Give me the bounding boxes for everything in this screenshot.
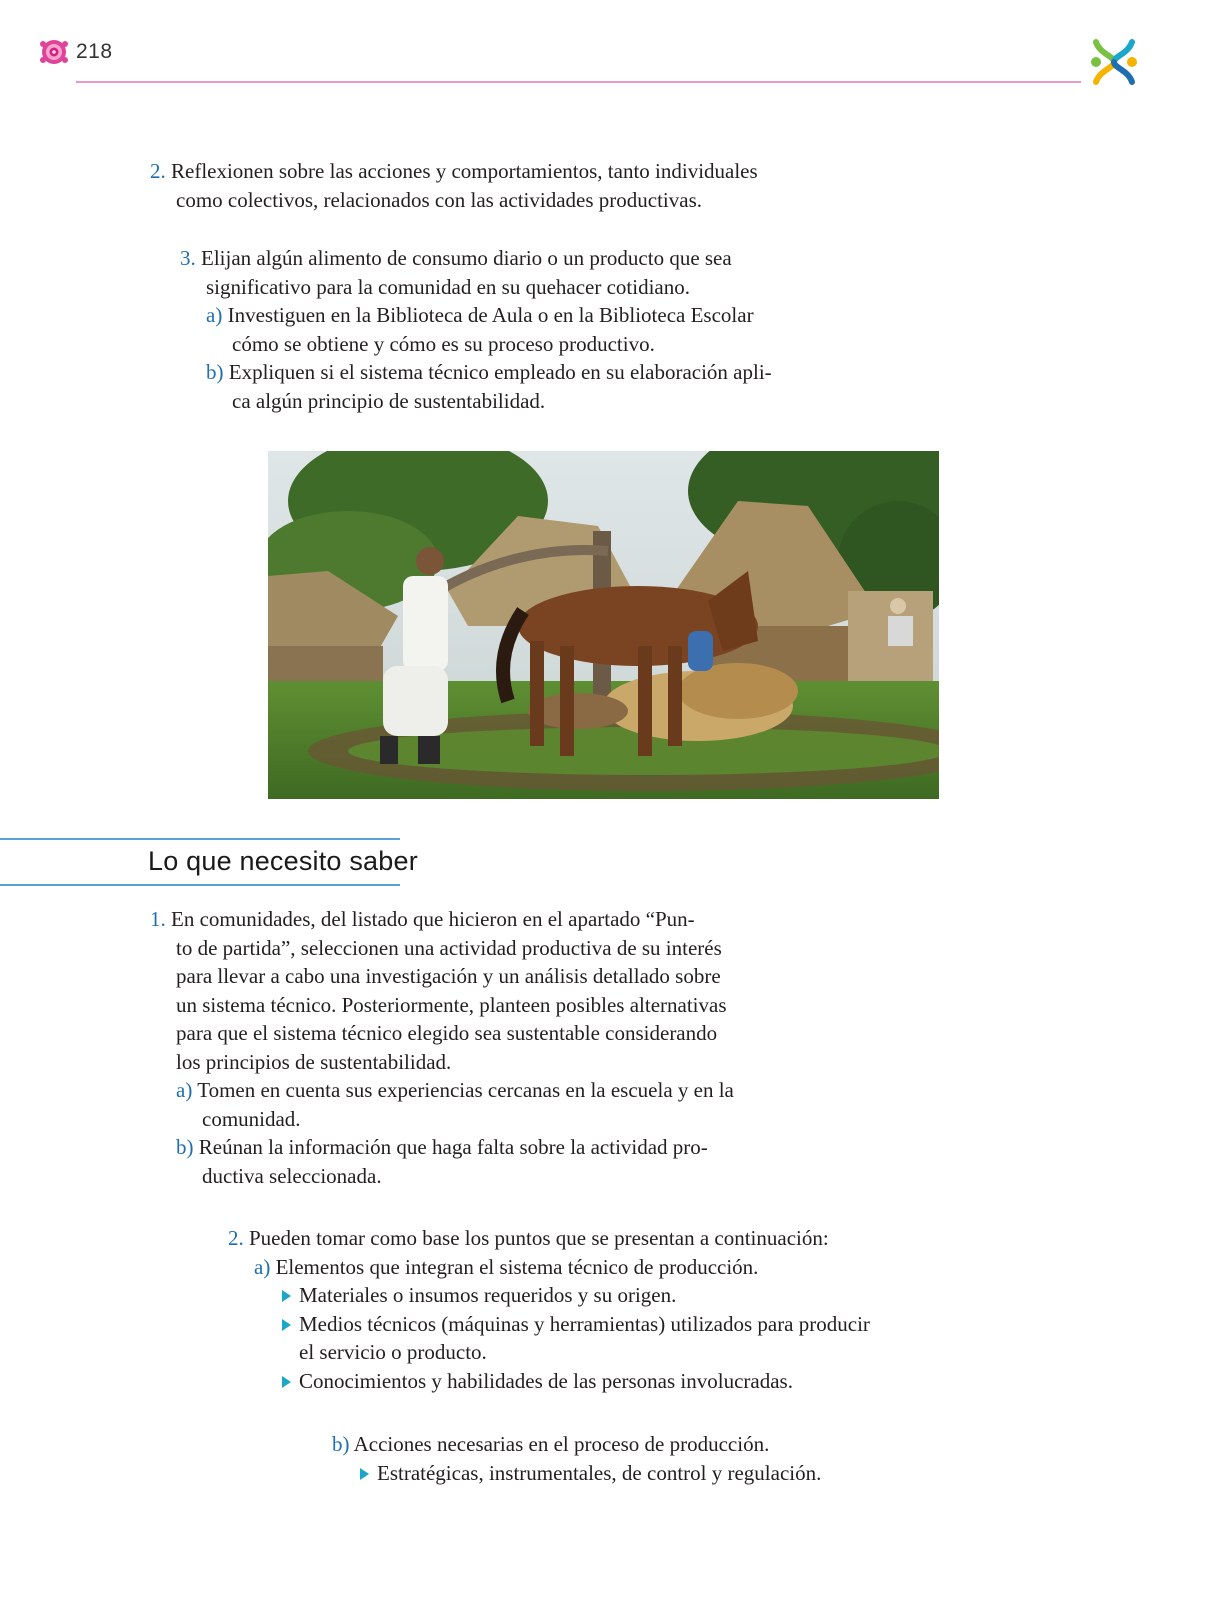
page-number: 218	[76, 40, 113, 63]
subitem-text: Acciones necesarias en el proceso de producción.	[353, 1432, 770, 1456]
subitem-text: cómo se obtiene y cómo es su proceso productivo.	[232, 331, 655, 356]
item-text: un sistema técnico. Posteriormente, planteen posibles alternativas	[176, 992, 727, 1017]
subitem-text: ca algún principio de sustentabilidad.	[232, 388, 546, 413]
bullet-text: Materiales o insumos requeridos y su origen.	[299, 1283, 677, 1307]
item-number: 2.	[150, 159, 166, 183]
item-text: para llevar a cabo una investigación y un análisis detallado sobre	[176, 964, 721, 988]
item-text: Elijan algún alimento de consumo diario o un producto que sea	[201, 246, 732, 270]
subitem-letter: b)	[176, 1135, 194, 1159]
activity-item-2	[150, 157, 810, 214]
item-text: para que el sistema técnico elegido sea sustentable considerando	[176, 1021, 718, 1045]
bullet-text: Estratégicas, instrumentales, de control y regulación.	[377, 1460, 822, 1485]
bullet-triangle-icon	[360, 1468, 369, 1480]
subitem-letter: a)	[176, 1078, 193, 1102]
item-number: 3.	[180, 246, 196, 270]
item-text: Reflexionen sobre las acciones y comportamientos, tanto individuales	[171, 159, 758, 183]
subitem-letter: a)	[206, 303, 223, 327]
subitem-text: comunidad.	[202, 1106, 301, 1131]
section-rule-top	[0, 838, 400, 840]
header-rule	[76, 81, 1081, 83]
subitem-letter: b)	[206, 360, 224, 384]
knowledge-item-2-b	[332, 1430, 892, 1487]
tricolor-x-logo-icon	[1086, 34, 1142, 90]
item-text: Pueden tomar como base los puntos que se presentan a continuación:	[249, 1226, 829, 1250]
item-number: 1.	[150, 907, 166, 931]
bullet-triangle-icon	[282, 1290, 291, 1302]
photo-horse-sugarcane-mill	[268, 451, 939, 799]
subitem-text: Tomen en cuenta sus experiencias cercanas en la escuela y en la	[197, 1078, 734, 1102]
item-text: como colectivos, relacionados con las actividades productivas.	[176, 187, 702, 212]
activity-item-3	[180, 244, 805, 415]
item-text: los principios de sustentabilidad.	[176, 1049, 452, 1074]
item-text: En comunidades, del listado que hicieron en el apartado “Pun-	[171, 907, 695, 931]
item-text: to de partida”, seleccionen una actividad productiva de su interés	[176, 935, 722, 960]
section-title: Lo que necesito saber	[148, 846, 418, 876]
subitem-text: ductiva seleccionada.	[202, 1163, 382, 1188]
subitem-letter: a)	[254, 1254, 271, 1279]
bullet-text: el servicio o producto.	[299, 1340, 487, 1364]
section-rule-bottom	[0, 884, 400, 886]
bullet-text: Medios técnicos (máquinas y herramientas) utilizados para producir	[299, 1311, 870, 1336]
bullet-text: Conocimientos y habilidades de las personas involucradas.	[299, 1368, 793, 1393]
subitem-text: Investiguen en la Biblioteca de Aula o en la Biblioteca Escolar	[227, 303, 754, 327]
item-number: 2.	[228, 1226, 244, 1250]
bullet-triangle-icon	[282, 1376, 291, 1388]
subitem-text: Elementos que integran el sistema técnico de producción.	[275, 1254, 759, 1279]
knowledge-item-2	[228, 1224, 928, 1395]
bullet-triangle-icon	[282, 1319, 291, 1331]
pink-flower-ornament-icon	[40, 38, 68, 66]
subitem-letter: b)	[332, 1432, 350, 1456]
knowledge-item-1	[150, 905, 762, 1190]
item-text: significativo para la comunidad en su quehacer cotidiano.	[206, 274, 690, 299]
subitem-text: Expliquen si el sistema técnico empleado en su elaboración apli-	[228, 360, 772, 384]
subitem-text: Reúnan la información que haga falta sobre la actividad pro-	[198, 1135, 708, 1159]
